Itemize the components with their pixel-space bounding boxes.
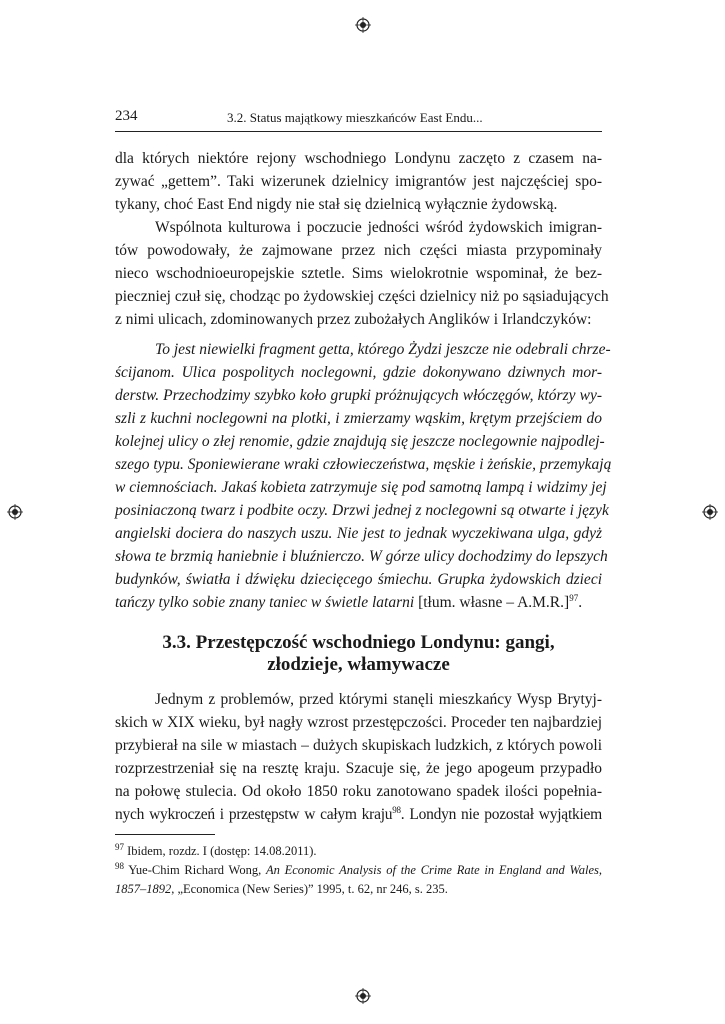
footnote-ref-97[interactable]: 97 xyxy=(569,592,579,603)
section-line: skich w XIX wieku, był nagły wzrost przestępczości. Proceder ten najbardziej xyxy=(115,714,602,731)
section-line: na połowę stulecia. Od około 1850 roku zanotowano spadek ilości popełnia- xyxy=(115,783,602,800)
registration-mark-right-icon xyxy=(702,504,718,520)
footnote-rule xyxy=(115,834,215,835)
section-line: rozprzestrzeniał się na resztę kraju. Szacuje się, że jego apogeum przypadło xyxy=(115,760,602,777)
footnote-author: Yue-Chim Richard Wong, xyxy=(124,863,266,877)
footnote-97 xyxy=(115,842,602,861)
header-rule xyxy=(115,131,602,132)
page-number: 234 xyxy=(115,108,138,124)
quote-line: derstw. Przechodzimy szybko koło grupki próżnujących włóczęgów, którzy wy- xyxy=(115,387,602,404)
quote-citation: [tłum. własne – A.M.R.] xyxy=(414,594,570,611)
quote-line: słowa te brzmią haniebnie i bluźnierczo. W górze ulicy dochodzimy do lepszych xyxy=(115,548,608,565)
section-heading-line: 3.3. Przestępczość wschodniego Londynu: gangi, xyxy=(162,632,555,653)
quote-line: w ciemnościach. Jakaś kobieta zatrzymuje się pod samotną lampą i widzimy jej xyxy=(115,479,607,496)
quote-last-text: tańczy tylko sobie znany taniec w świetle latarni xyxy=(115,594,415,611)
quote-last-line xyxy=(115,591,602,614)
registration-mark-bottom-icon xyxy=(355,988,371,1004)
paragraph-line: zywać „gettem”. Taki wizerunek dzielnicy imigrantów jest najczęściej spo- xyxy=(115,173,602,190)
footnote-title-years: 1857–1892 xyxy=(115,882,172,896)
quote-line: szli z kuchni noclegowni na plotki, i zmierzamy wąskim, krętym przejściem do xyxy=(115,410,602,427)
footnote-ref-98[interactable]: 98 xyxy=(392,804,401,815)
footnote-text: Ibidem, rozdz. I (dostęp: 14.08.2011). xyxy=(124,844,317,858)
paragraph-line: z nimi ulicach, zdominowanych przez zubożałych Anglików i Irlandczyków: xyxy=(115,311,592,328)
quote-line: posiniaczoną twarz i podbite oczy. Drzwi jednej z noclegowni są otwarte i język xyxy=(115,502,609,519)
quote-line: ścijanom. Ulica pospolitych noclegowni, gdzie dokonywano dziwnych mor- xyxy=(115,364,602,381)
section-body xyxy=(115,688,602,826)
paragraph-line: pieczniej czuł się, chodząc po żydowskiej części dzielnicy niż po sąsiadujących xyxy=(115,288,609,305)
footnote-source: , „Economica (New Series)” 1995, t. 62, nr 246, s. 235. xyxy=(171,882,448,896)
section-last-line xyxy=(115,803,602,826)
registration-mark-left-icon xyxy=(7,504,23,520)
paragraph-line: tów powodowały, że zajmowane przez nich części miasta przypominały xyxy=(115,242,602,259)
section-line: Jednym z problemów, przed którymi stanęli mieszkańcy Wysp Brytyj- xyxy=(155,691,602,708)
quote-line: kolejnej ulicy o złej renomie, gdzie znajdują się jeszcze noclegownie najpodlej- xyxy=(115,433,605,450)
footnote-title: An Economic Analysis of the Crime Rate in England and Wales, xyxy=(265,863,602,877)
paragraph-line: nieco wschodnioeuropejskie sztetle. Sims wielokrotnie wspominał, że bez- xyxy=(115,265,602,282)
section-last-text: nych wykroczeń i przestępstw w całym kraju xyxy=(115,806,393,823)
paragraph-line: tykany, choć East End nigdy nie stał się dzielnicą wyłącznie żydowską. xyxy=(115,196,558,213)
quote-end: . xyxy=(578,594,583,611)
quote-line: To jest niewielki fragment getta, którego Żydzi jeszcze nie odebrali chrze- xyxy=(155,341,611,358)
footnote-number: 97 xyxy=(115,841,124,852)
section-line: przybierał na sile w miastach – dużych skupiskach ludzkich, z których powoli xyxy=(115,737,602,754)
running-head: 3.2. Status majątkowy mieszkańców East Endu... xyxy=(227,110,483,125)
paragraph-line: dla których niektóre rejony wschodniego Londynu zaczęto z czasem na- xyxy=(115,150,602,167)
section-heading xyxy=(115,632,602,676)
quote-line: angielski dociera do naszych uszu. Nie jest to jednak wyczekiwana ulga, gdyż xyxy=(115,525,602,542)
paragraph-line: Wspólnota kulturowa i poczucie jedności wśród żydowskich imigran- xyxy=(155,219,602,236)
block-quote xyxy=(115,338,612,614)
footnote-98 xyxy=(115,861,602,880)
footnote-98-cont xyxy=(115,880,602,899)
section-last-end: . Londyn nie pozostał wyjątkiem xyxy=(400,806,602,823)
body-text xyxy=(115,147,609,331)
registration-mark-top-icon xyxy=(355,17,371,33)
quote-line: szego typu. Sponiewierane wraki człowieczeństwa, męskie i żeńskie, przemykają xyxy=(115,456,612,473)
section-heading-line: złodzieje, włamywacze xyxy=(267,654,450,675)
quote-line: budynków, światła i dźwięku dziecięcego śmiechu. Grupka żydowskich dzieci xyxy=(115,571,602,588)
footnotes xyxy=(115,842,602,899)
page-header xyxy=(115,108,602,130)
footnote-number: 98 xyxy=(115,860,124,871)
